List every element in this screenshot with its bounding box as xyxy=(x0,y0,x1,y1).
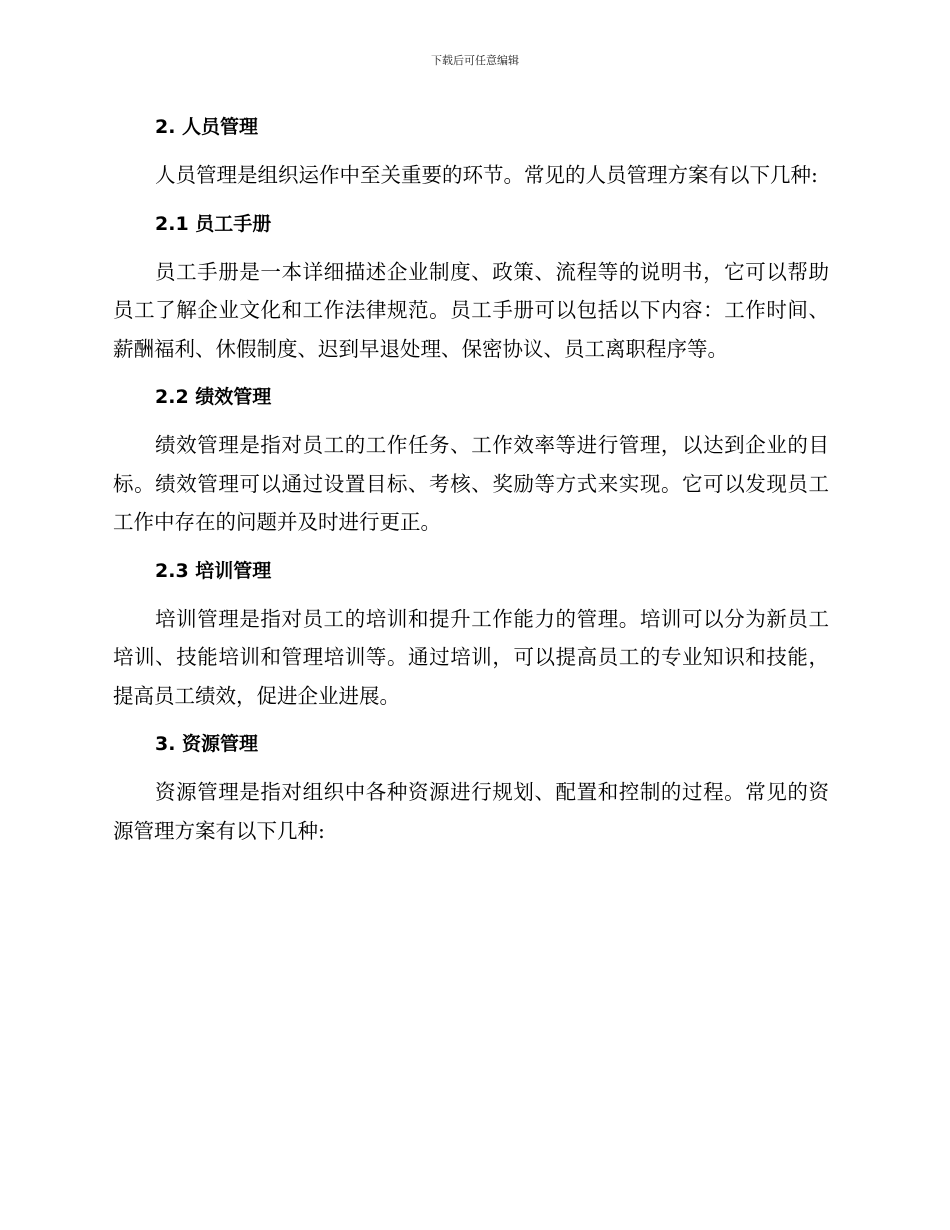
section-heading-resource-management: 3. 资源管理 xyxy=(155,733,259,755)
paragraph-employee-handbook: 员工手册是一本详细描述企业制度、政策、流程等的说明书，它可以帮助员工了解企业文化和工作法律规范。员工手册可以包括以下内容：工作时间、薪酬福利、休假制度、迟到早退处理、保密协议、员工离职程序等。 xyxy=(113,259,829,361)
section-heading-training-management: 2.3 培训管理 xyxy=(155,559,272,582)
paragraph-resource-management: 资源管理是指对组织中各种资源进行规划、配置和控制的过程。常见的资源管理方案有以下几种: xyxy=(113,780,829,843)
document-body xyxy=(113,108,829,860)
section-heading-personnel-management: 2. 人员管理 xyxy=(155,116,259,138)
paragraph-performance-management: 绩效管理是指对员工的工作任务、工作效率等进行管理，以达到企业的目标。绩效管理可以通过设置目标、考核、奖励等方式来实现。它可以发现员工工作中存在的问题并及时进行更正。 xyxy=(113,433,829,534)
section-heading-employee-handbook: 2.1 员工手册 xyxy=(155,212,272,235)
section-heading-performance-management: 2.2 绩效管理 xyxy=(155,386,272,408)
paragraph-training-management: 培训管理是指对员工的培训和提升工作能力的管理。培训可以分为新员工培训、技能培训和管理培训等。通过培训，可以提高员工的专业知识和技能，提高员工绩效，促进企业进展。 xyxy=(113,606,829,708)
header-note: 下载后可任意编辑 xyxy=(431,54,519,67)
paragraph-personnel-management: 人员管理是组织运作中至关重要的环节。常见的人员管理方案有以下几种: xyxy=(155,163,818,187)
